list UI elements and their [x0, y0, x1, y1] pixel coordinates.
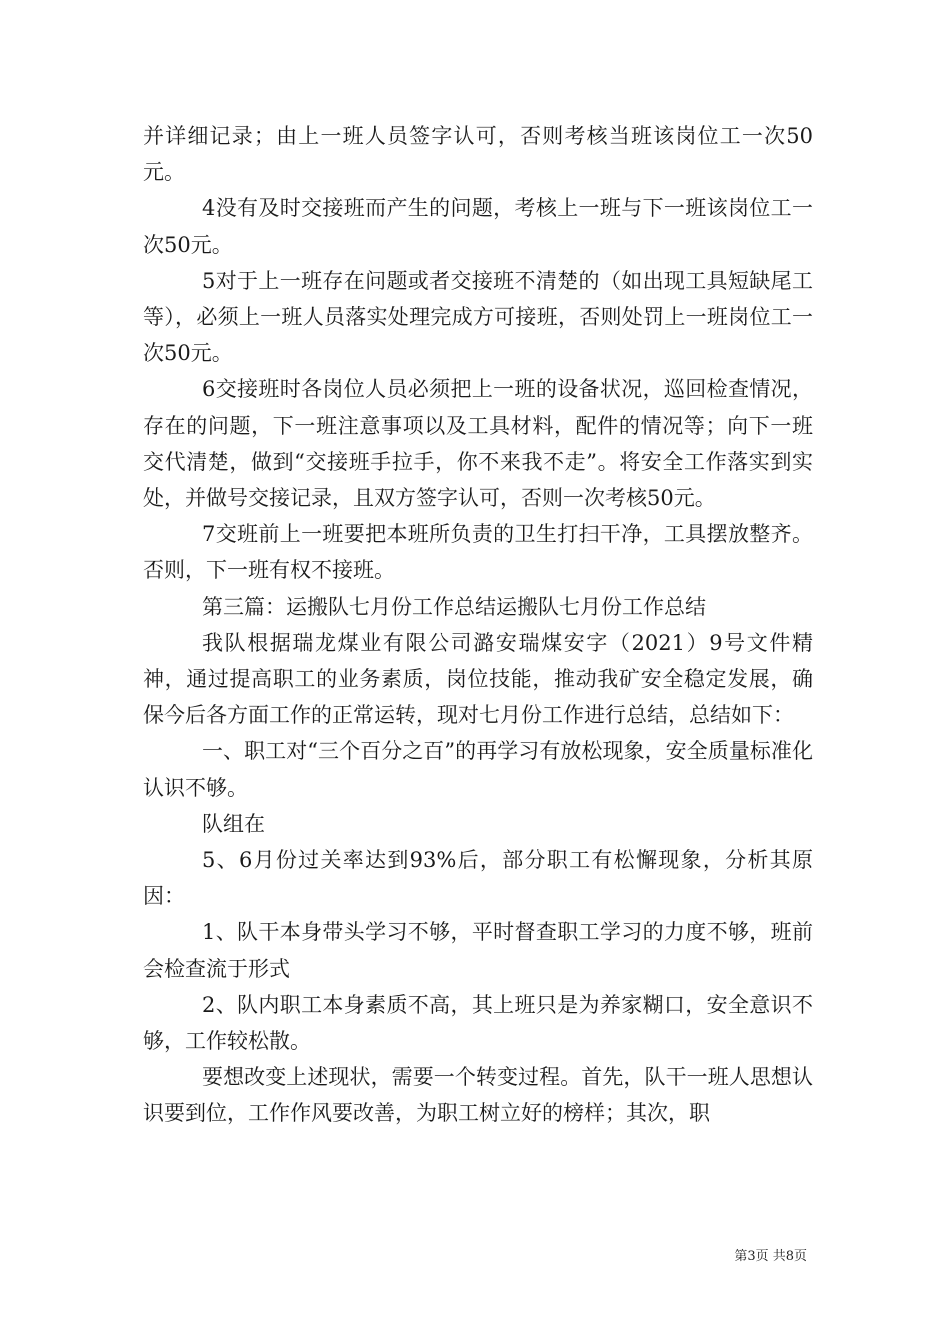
paragraph: 4没有及时交接班而产生的问题，考核上一班与下一班该岗位工一次50元。	[143, 196, 813, 257]
paragraph: 2、队内职工本身素质不高，其上班只是为养家糊口，安全意识不够，工作较松散。	[143, 992, 813, 1054]
paragraph: 6交接班时各岗位人员必须把上一班的设备状况，巡回检查情况，存在的问题，下一班注意事项以及工具材料，配件的情况等；向下一班交代清楚，做到“交接班手拉手，你不来我不走”。将安全工作落实到实处，并做号交接记录，且双方签字认可，否则一次考核50元。	[143, 377, 813, 511]
paragraph: 5对于上一班存在问题或者交接班不清楚的（如出现工具短缺尾工等），必须上一班人员落实处理完成方可接班，否则处罚上一班岗位工一次50元。	[143, 268, 813, 366]
document-body	[143, 118, 813, 1132]
paragraph: 队组在	[202, 811, 265, 836]
paragraph: 5、6月份过关率达到93%后，部分职工有松懈现象，分析其原因：	[143, 848, 813, 909]
paragraph: 并详细记录；由上一班人员签字认可，否则考核当班该岗位工一次50元。	[143, 124, 813, 185]
paragraph: 1、队干本身带头学习不够，平时督查职工学习的力度不够，班前会检查流于形式	[143, 920, 813, 981]
paragraph: 一、职工对“三个百分之百”的再学习有放松现象，安全质量标准化认识不够。	[143, 739, 813, 800]
paragraph: 7交班前上一班要把本班所负责的卫生打扫干净，工具摆放整齐。否则，下一班有权不接班。	[143, 522, 813, 583]
section-heading: 第三篇：运搬队七月份工作总结运搬队七月份工作总结	[202, 594, 706, 619]
page-number: 第3页 共8页	[734, 1249, 807, 1264]
paragraph: 我队根据瑞龙煤业有限公司潞安瑞煤安字（2021）9号文件精神，通过提高职工的业务素质，岗位技能，推动我矿安全稳定发展，确保今后各方面工作的正常运转，现对七月份工作进行总结，总结如下：	[143, 630, 813, 728]
paragraph: 要想改变上述现状，需要一个转变过程。首先，队干一班人思想认识要到位，工作作风要改善，为职工树立好的榜样；其次，职	[143, 1065, 813, 1126]
